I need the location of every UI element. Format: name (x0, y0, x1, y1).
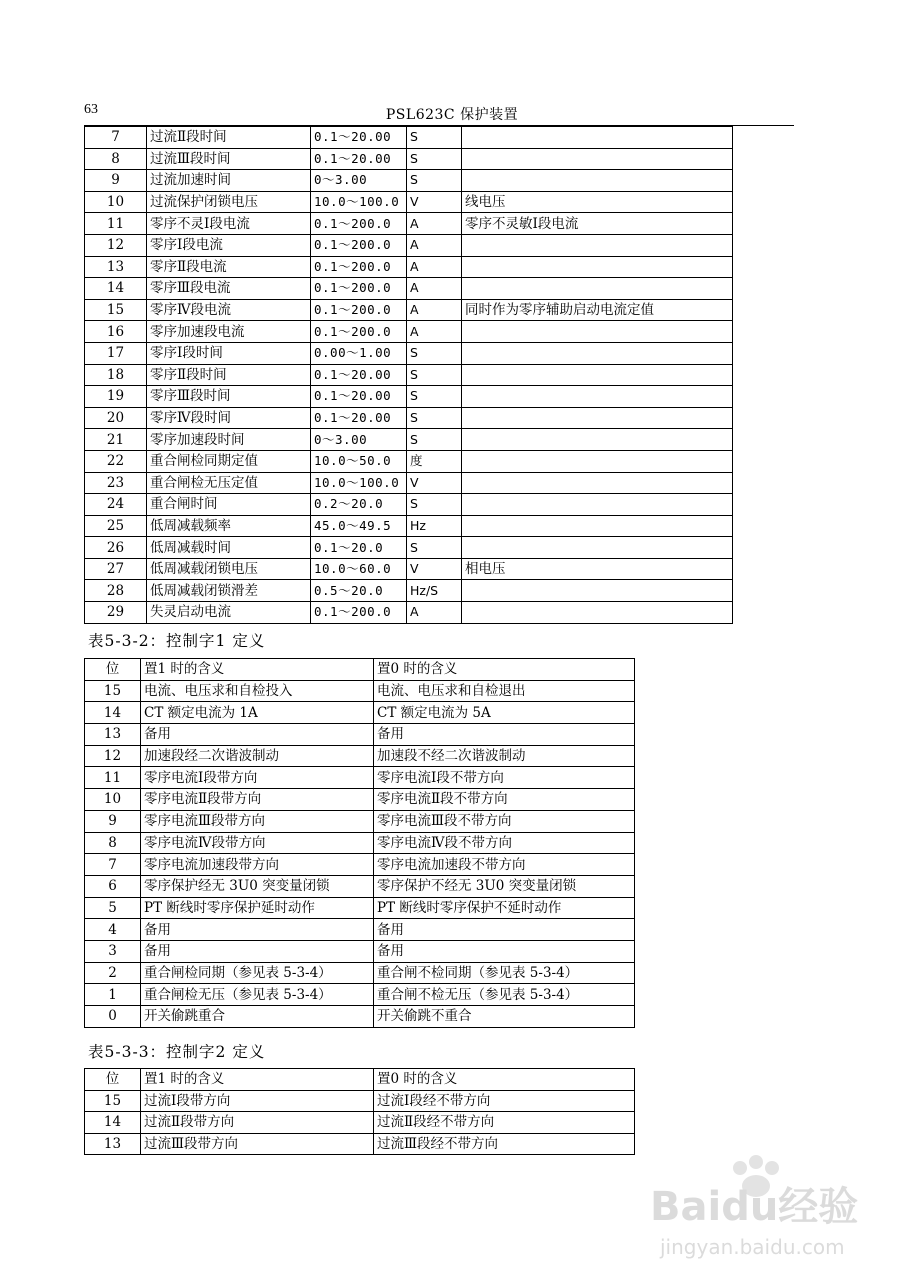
bit-number: 1 (85, 984, 141, 1006)
setting-name: 零序Ⅱ段电流 (147, 256, 311, 278)
bit-number: 12 (85, 745, 141, 767)
table-row (85, 494, 733, 516)
setting-note (462, 234, 733, 256)
set0-meaning: 过流Ⅲ段经不带方向 (374, 1133, 635, 1155)
set0-meaning: 备用 (374, 940, 635, 962)
table-row (85, 680, 635, 702)
watermark-url: jingyan.baidu.com (660, 1235, 845, 1259)
bit-number: 4 (85, 919, 141, 941)
set1-meaning: 零序电流Ⅳ段带方向 (141, 832, 374, 854)
setting-name: 零序Ⅲ段电流 (147, 278, 311, 300)
set0-meaning: 电流、电压求和自检退出 (374, 680, 635, 702)
bit-number: 11 (85, 767, 141, 789)
setting-range: 45.0～49.5 (311, 515, 407, 537)
setting-note (462, 386, 733, 408)
set0-meaning: 零序电流Ⅰ段不带方向 (374, 767, 635, 789)
bit-number: 14 (85, 1112, 141, 1134)
bit-number: 13 (85, 724, 141, 746)
table-row (85, 767, 635, 789)
setting-number: 10 (85, 191, 147, 213)
setting-number: 15 (85, 299, 147, 321)
table-row (85, 702, 635, 724)
set1-meaning: 过流Ⅰ段带方向 (141, 1090, 374, 1112)
set1-meaning: 零序电流加速段带方向 (141, 854, 374, 876)
bit-number: 5 (85, 897, 141, 919)
setting-range: 0.1～20.00 (311, 148, 407, 170)
baidu-watermark (640, 1150, 890, 1270)
set1-meaning: 备用 (141, 940, 374, 962)
set0-meaning: 零序电流加速段不带方向 (374, 854, 635, 876)
set1-meaning: 零序电流Ⅲ段带方向 (141, 810, 374, 832)
set0-meaning: CT 额定电流为 5A (374, 702, 635, 724)
setting-unit: V (407, 472, 462, 494)
setting-unit: A (407, 602, 462, 624)
table-row (85, 724, 635, 746)
table-row (85, 940, 635, 962)
setting-note (462, 537, 733, 559)
table-row (85, 213, 733, 235)
table-row (85, 745, 635, 767)
set1-meaning: 开关偷跳重合 (141, 1006, 374, 1028)
table-row (85, 602, 733, 624)
set1-meaning: 重合闸检无压（参见表 5-3-4） (141, 984, 374, 1006)
setting-range: 0.5～20.0 (311, 580, 407, 602)
set1-meaning: 过流Ⅲ段带方向 (141, 1133, 374, 1155)
setting-unit: A (407, 256, 462, 278)
set0-meaning: 备用 (374, 919, 635, 941)
table-row (85, 1112, 635, 1134)
setting-note (462, 429, 733, 451)
set1-meaning: 备用 (141, 724, 374, 746)
setting-name: 零序加速段电流 (147, 321, 311, 343)
setting-name: 重合闸检无压定值 (147, 472, 311, 494)
setting-name: 重合闸检同期定值 (147, 450, 311, 472)
baidu-paw-logo-icon (640, 1150, 890, 1270)
bit-number: 15 (85, 1090, 141, 1112)
table-row (85, 234, 733, 256)
table-row (85, 450, 733, 472)
setting-name: 零序Ⅰ段电流 (147, 234, 311, 256)
table-row (85, 127, 733, 149)
setting-name: 重合闸时间 (147, 494, 311, 516)
setting-note: 同时作为零序辅助启动电流定值 (462, 299, 733, 321)
setting-unit: A (407, 234, 462, 256)
page-header-title: PSL623C 保护装置 (385, 107, 519, 123)
set1-meaning: 重合闸检同期（参见表 5-3-4） (141, 962, 374, 984)
set1-meaning: 备用 (141, 919, 374, 941)
table-row (85, 278, 733, 300)
setting-unit: S (407, 386, 462, 408)
setting-note (462, 148, 733, 170)
setting-note (462, 580, 733, 602)
table-row (85, 810, 635, 832)
setting-note (462, 342, 733, 364)
setting-range: 0.1～20.00 (311, 127, 407, 149)
setting-unit: S (407, 407, 462, 429)
setting-range: 0.1～200.0 (311, 234, 407, 256)
setting-number: 28 (85, 580, 147, 602)
set0-meaning: 零序电流Ⅱ段不带方向 (374, 789, 635, 811)
table-row (85, 984, 635, 1006)
table-header-row (85, 1069, 635, 1091)
set1-meaning: 零序电流Ⅱ段带方向 (141, 789, 374, 811)
control-word-2-table (84, 1068, 635, 1155)
setting-name: 零序Ⅰ段时间 (147, 342, 311, 364)
set1-meaning: 零序保护经无 3U0 突变量闭锁 (141, 875, 374, 897)
setting-range: 0.1～200.0 (311, 256, 407, 278)
setting-range: 0.2～20.0 (311, 494, 407, 516)
set0-meaning: 过流Ⅰ段经不带方向 (374, 1090, 635, 1112)
header-set0: 置0 时的含义 (374, 1069, 635, 1091)
bit-number: 3 (85, 940, 141, 962)
setting-name: 零序Ⅱ段时间 (147, 364, 311, 386)
setting-range: 0.1～20.00 (311, 364, 407, 386)
setting-number: 14 (85, 278, 147, 300)
bit-number: 10 (85, 789, 141, 811)
setting-name: 低周减载闭锁电压 (147, 558, 311, 580)
setting-range: 10.0～100.0 (311, 472, 407, 494)
setting-unit: S (407, 429, 462, 451)
setting-note (462, 364, 733, 386)
setting-number: 21 (85, 429, 147, 451)
bit-number: 9 (85, 810, 141, 832)
setting-number: 26 (85, 537, 147, 559)
set0-meaning: 零序电流Ⅲ段不带方向 (374, 810, 635, 832)
table-row (85, 1090, 635, 1112)
setting-note (462, 278, 733, 300)
header-bit: 位 (85, 659, 141, 681)
setting-range: 0.1～200.0 (311, 602, 407, 624)
setting-range: 0.1～200.0 (311, 213, 407, 235)
setting-range: 0.1～200.0 (311, 278, 407, 300)
setting-unit: S (407, 170, 462, 192)
table-row (85, 962, 635, 984)
table-row (85, 170, 733, 192)
setting-number: 7 (85, 127, 147, 149)
setting-note (462, 407, 733, 429)
table-row (85, 148, 733, 170)
setting-unit: S (407, 342, 462, 364)
setting-unit: S (407, 127, 462, 149)
bit-number: 14 (85, 702, 141, 724)
set0-meaning: 重合闸不检同期（参见表 5-3-4） (374, 962, 635, 984)
bit-number: 2 (85, 962, 141, 984)
table-row (85, 429, 733, 451)
setting-range: 10.0～60.0 (311, 558, 407, 580)
table-row (85, 472, 733, 494)
control-word-2-caption: 表5-3-3：控制字2 定义 (88, 1043, 266, 1061)
setting-number: 18 (85, 364, 147, 386)
table-row (85, 832, 635, 854)
setting-range: 0.1～200.0 (311, 299, 407, 321)
setting-number: 25 (85, 515, 147, 537)
setting-range: 10.0～100.0 (311, 191, 407, 213)
setting-unit: A (407, 321, 462, 343)
setting-note (462, 321, 733, 343)
set0-meaning: 零序保护不经无 3U0 突变量闭锁 (374, 875, 635, 897)
setting-number: 29 (85, 602, 147, 624)
bit-number: 13 (85, 1133, 141, 1155)
table-header-row (85, 659, 635, 681)
bit-number: 8 (85, 832, 141, 854)
set1-meaning: 加速段经二次谐波制动 (141, 745, 374, 767)
setting-note: 相电压 (462, 558, 733, 580)
set0-meaning: 重合闸不检无压（参见表 5-3-4） (374, 984, 635, 1006)
setting-unit: Hz/S (407, 580, 462, 602)
table-row (85, 364, 733, 386)
setting-name: 低周减载频率 (147, 515, 311, 537)
setting-name: 零序Ⅳ段时间 (147, 407, 311, 429)
set0-meaning: 过流Ⅱ段经不带方向 (374, 1112, 635, 1134)
table-row (85, 321, 733, 343)
setting-name: 零序加速段时间 (147, 429, 311, 451)
table-row (85, 407, 733, 429)
setting-unit: S (407, 494, 462, 516)
bit-number: 15 (85, 680, 141, 702)
setting-number: 13 (85, 256, 147, 278)
setting-note (462, 494, 733, 516)
setting-name: 过流保护闭锁电压 (147, 191, 311, 213)
setting-range: 0.1～20.00 (311, 407, 407, 429)
setting-number: 8 (85, 148, 147, 170)
table-row (85, 897, 635, 919)
setting-number: 23 (85, 472, 147, 494)
setting-name: 过流Ⅱ段时间 (147, 127, 311, 149)
set0-meaning: PT 断线时零序保护不延时动作 (374, 897, 635, 919)
set0-meaning: 加速段不经二次谐波制动 (374, 745, 635, 767)
watermark-brand: Baidu经验 (650, 1184, 859, 1230)
setting-number: 19 (85, 386, 147, 408)
setting-unit: 度 (407, 450, 462, 472)
table-row (85, 875, 635, 897)
setting-note (462, 256, 733, 278)
setting-name: 低周减载时间 (147, 537, 311, 559)
set1-meaning: PT 断线时零序保护延时动作 (141, 897, 374, 919)
set0-meaning: 开关偷跳不重合 (374, 1006, 635, 1028)
setting-range: 0～3.00 (311, 429, 407, 451)
set1-meaning: 过流Ⅱ段带方向 (141, 1112, 374, 1134)
table-row (85, 299, 733, 321)
setting-note (462, 472, 733, 494)
table-row (85, 386, 733, 408)
table-row (85, 537, 733, 559)
setting-unit: A (407, 278, 462, 300)
table-row (85, 580, 733, 602)
setting-number: 24 (85, 494, 147, 516)
bit-number: 6 (85, 875, 141, 897)
setting-note (462, 602, 733, 624)
table-row (85, 515, 733, 537)
table-row (85, 1133, 635, 1155)
setting-range: 10.0～50.0 (311, 450, 407, 472)
setting-number: 17 (85, 342, 147, 364)
setting-name: 过流加速时间 (147, 170, 311, 192)
page-number: 63 (84, 102, 98, 117)
control-word-1-caption: 表5-3-2：控制字1 定义 (88, 632, 266, 650)
table-row (85, 191, 733, 213)
setting-number: 16 (85, 321, 147, 343)
setting-number: 27 (85, 558, 147, 580)
header-set1: 置1 时的含义 (141, 659, 374, 681)
setting-range: 0.00～1.00 (311, 342, 407, 364)
header-bit: 位 (85, 1069, 141, 1091)
setting-note (462, 170, 733, 192)
setting-note (462, 450, 733, 472)
setting-range: 0.1～20.0 (311, 537, 407, 559)
setting-unit: S (407, 537, 462, 559)
setting-note (462, 515, 733, 537)
setting-number: 9 (85, 170, 147, 192)
setting-name: 过流Ⅲ段时间 (147, 148, 311, 170)
setting-range: 0.1～20.00 (311, 386, 407, 408)
header-set1: 置1 时的含义 (141, 1069, 374, 1091)
table-row (85, 789, 635, 811)
setting-name: 零序不灵Ⅰ段电流 (147, 213, 311, 235)
setting-note: 零序不灵敏Ⅰ段电流 (462, 213, 733, 235)
table-row (85, 558, 733, 580)
bit-number: 7 (85, 854, 141, 876)
setting-number: 12 (85, 234, 147, 256)
setting-range: 0.1～200.0 (311, 321, 407, 343)
setting-name: 零序Ⅲ段时间 (147, 386, 311, 408)
setting-number: 22 (85, 450, 147, 472)
table-row (85, 256, 733, 278)
control-word-1-table (84, 658, 635, 1028)
set1-meaning: CT 额定电流为 1A (141, 702, 374, 724)
setting-note (462, 127, 733, 149)
setting-number: 11 (85, 213, 147, 235)
table-row (85, 342, 733, 364)
set1-meaning: 零序电流Ⅰ段带方向 (141, 767, 374, 789)
set0-meaning: 零序电流Ⅳ段不带方向 (374, 832, 635, 854)
table-row (85, 1006, 635, 1028)
setting-name: 零序Ⅳ段电流 (147, 299, 311, 321)
setting-name: 低周减载闭锁滑差 (147, 580, 311, 602)
setting-unit: S (407, 364, 462, 386)
table-row (85, 919, 635, 941)
setting-range: 0～3.00 (311, 170, 407, 192)
set1-meaning: 电流、电压求和自检投入 (141, 680, 374, 702)
setting-unit: V (407, 191, 462, 213)
set0-meaning: 备用 (374, 724, 635, 746)
setting-unit: V (407, 558, 462, 580)
settings-table (84, 126, 733, 624)
setting-unit: Hz (407, 515, 462, 537)
header-set0: 置0 时的含义 (374, 659, 635, 681)
setting-unit: S (407, 148, 462, 170)
setting-unit: A (407, 213, 462, 235)
setting-note: 线电压 (462, 191, 733, 213)
setting-unit: A (407, 299, 462, 321)
table-row (85, 854, 635, 876)
setting-number: 20 (85, 407, 147, 429)
setting-name: 失灵启动电流 (147, 602, 311, 624)
bit-number: 0 (85, 1006, 141, 1028)
